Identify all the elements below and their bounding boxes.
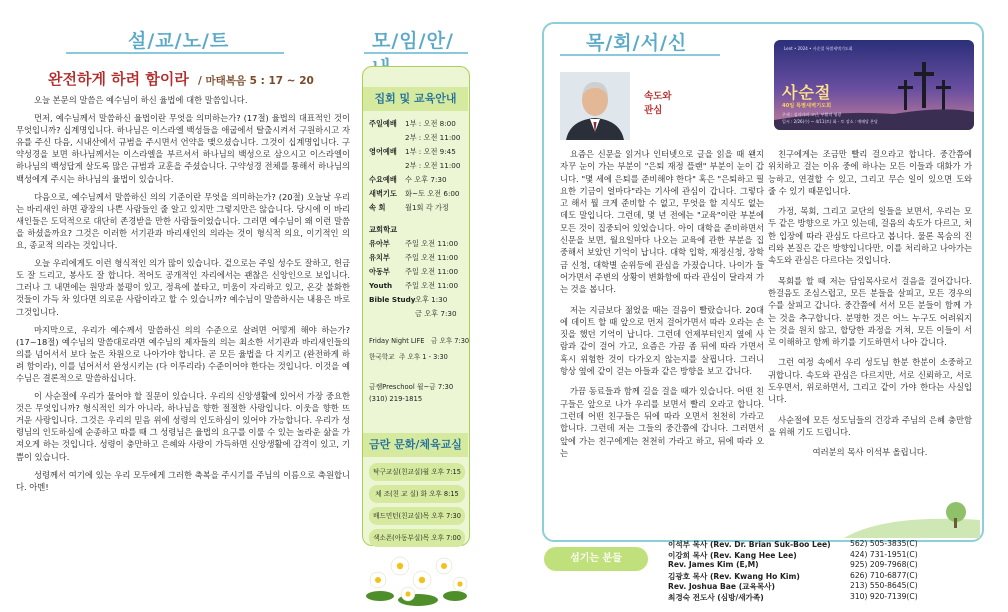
sermon-title-divider [66, 52, 284, 54]
service-time: 수 오후 7:30 [405, 175, 447, 184]
education-name: 아동부 [369, 267, 390, 276]
service-row [369, 133, 469, 143]
letter-paragraph: 가정, 목회, 그리고 교단의 일들을 보면서, 우리는 모두 같은 방향으로 가고 있는데, 걸음의 속도가 다르고, 처한 입장에 따라 관심도 다르다고 봅니다. 물론 목숨의 진리와 본질은 같은 방향입니다만, 이를 처리하고 나아가는 속도와 관심은 다르다는 것입니다. [768, 206, 972, 266]
caption-line: 속도와 [644, 91, 672, 102]
worship-info-box [362, 66, 470, 546]
education-row [369, 295, 469, 305]
staff-row [668, 560, 998, 571]
sermon-note-column [0, 0, 352, 612]
pastor-section-title: 목/회/서/신 [586, 32, 688, 54]
culture-class: 탁구교실(친교실)월 오후 7:15 [369, 463, 465, 481]
staff-name: Rev. Joshua Bae (교육목사) [668, 582, 775, 592]
service-time: 2부 : 오전 11:00 [405, 133, 461, 142]
preschool-row: 금쌤Preschool 월~금 7:30 [369, 383, 454, 391]
extra-time: 금 오후 7:30 [431, 337, 470, 345]
culture-class: 체 조(친 교 실) 화 오후 8:15 [369, 485, 465, 503]
education-row [369, 309, 469, 319]
service-row [369, 147, 469, 157]
education-time: 주일 오전 11:00 [405, 281, 459, 290]
meadow-tree-icon [844, 494, 980, 538]
extra-name: Friday Night LIFE [369, 337, 425, 345]
education-name: 유치부 [369, 253, 390, 262]
education-name: Youth [369, 281, 393, 290]
banner-detail: 일시 : 2/26(수) ~ 4/11(토) 화 - 토 장소 : 예배당 본당 [782, 119, 878, 124]
extra-name: 한국학교 [369, 353, 395, 361]
staff-name: 최경숙 전도사 (심방/새가족) [668, 592, 764, 602]
preschool-phone: (310) 219-1815 [369, 395, 423, 403]
culture-header: 금란 문화/체육교실 [363, 433, 468, 457]
service-time: 1부 : 오전 8:00 [405, 119, 456, 128]
sermon-paragraph: 마지막으로, 우리가 예수께서 말씀하신 의의 수준으로 살려면 어떻게 해야 하는가? (17~18절) 예수님의 말씀대로라면 예수님의 제자들의 의는 최소한 서기관과 바리새인들의 의를 넘어서서 보다 높은 차원으로 나아가야 합니다. 곧 모든 율법을 다 지키고 (완전하게 하려 함이라), 이를 넘어서서 완성시키는 (다 이루리라) 수준이어야 한다는 것입니다. 이것을 예수님은 결론적으로 말씀하십니다. [16, 324, 350, 383]
education-row [369, 239, 469, 249]
education-time: 오후 1:30 [415, 295, 448, 304]
service-name: 속 회 [369, 203, 386, 212]
service-row [369, 203, 469, 213]
service-time: 1부 : 오전 9:45 [405, 147, 456, 156]
service-name: 새벽기도 [369, 189, 397, 198]
pastor-caption [644, 90, 694, 118]
staff-name: 김광호 목사 (Rev. Kwang Ho Kim) [668, 571, 800, 581]
meetings-section-title: 모/임/안/ [372, 30, 454, 52]
lent-banner [774, 40, 974, 130]
education-time: 주일 오전 11:00 [405, 239, 459, 248]
education-row [369, 267, 469, 277]
pastor-letter-box [542, 22, 984, 542]
letter-paragraph: 친구에게는 조금만 빨리 걸으라고 합니다. 중간쯤에 위치하고 걸는 이유 중에 하나는 모든 이들과 대화가 가능하고, 연결할 수 있고, 그리고 무슨 일이 있으면 도와 줄 수 있기 때문입니다. [768, 149, 972, 196]
education-label: 교회학교 [369, 225, 398, 234]
extra-row [369, 335, 469, 345]
staff-row [668, 581, 998, 592]
banner-subtitle: 40일 특별새벽기도회 [782, 103, 832, 109]
education-row [369, 253, 469, 263]
service-row [369, 119, 469, 129]
service-name: 영어예배 [369, 147, 397, 156]
banner-title: 사순절 [782, 83, 832, 102]
letter-paragraph: 사순절에 모든 성도님들의 건강과 주님의 은혜 충만함을 위해 기도 드립니다. [768, 414, 972, 437]
sermon-paragraph: 성령께서 여기에 있는 우리 모두에게 그러한 축복을 주시기를 주님의 이름으로 축원합니다. 아멘! [16, 469, 350, 492]
service-row [369, 189, 469, 199]
sermon-paragraph: 먼저, 예수님께서 말씀하신 율법이란 무엇을 의미하는가? (17절) 율법의 대표적인 것이 무엇입니까? 십계명입니다. 하나님은 이스라엘 백성들을 애굽에서 탈출시켜서 구원하시고 자유를 주신 다음, 시내산에서 규범을 주시면서 언약을 맺으셨습니다. 그것이 십계명입니다. 구약성경을 보면 하나님께서는 이스라엘을 부르셔서 하나님의 백성으로 삼으시고 이스라엘이 하나님의 백성답게 살도록 많은 규범과 교훈을 주셨습니다. 구약성경 전체를 통해서 하나님의 백성에게 주시는 하나님의 율법이 있습니다. [16, 113, 350, 184]
staff-phone: 562) 505-3835(C) [850, 539, 918, 548]
education-time: 금 오후 7:30 [415, 309, 457, 318]
sermon-title: 완전하게 하려 함이라 [48, 70, 189, 88]
education-name: Bible Study [369, 295, 416, 304]
service-time: 월1회 각 가정 [405, 203, 449, 212]
sermon-heading [48, 68, 348, 89]
staff-name: 이석부 목사 (Rev. Dr. Brian Suk-Boo Lee) [668, 540, 831, 549]
staff-row [668, 571, 998, 582]
staff-row [668, 539, 998, 550]
sermon-paragraph: 이 사순절에 우리가 물어야 할 질문이 있습니다. 우리의 신앙생활에 있어서 가장 중요한 것은 무엇입니까? 형식적인 의가 아니라, 하나님을 향한 절절한 사랑입니다. 이웃을 향한 뜨거운 사랑입니다. 그것은 우리의 믿음 위에 성령의 인도하심이 있어야 가능합니다. 우리가 성령님의 인도하심에 순종하고 따를 때 그 성령님은 율법의 요구를 이룰 수 있는 놀라운 삶을 가져오게 하는 것입니다. 성령이 충만하고 은혜와 사랑이 가득하면 신앙생활에 감격이 있고, 기쁨이 있습니다. [16, 391, 350, 462]
sermon-reference: / 마태복음 5 : 17 ~ 20 [197, 75, 314, 87]
letter-paragraph: 저는 지금보다 젊었을 때는 걸음이 빨랐습니다. 20대에 데이트 할 때 앞으로 먼저 걸어가면서 따라 오라는 손짓을 했던 기억이 납니다. 그런데 언제부터인지 옆에 사람과 같이 걸어 가고, 요즘은 가끔 좀 뒤에 따라 가면서 혹시 위험한 것이 다가오지 않는지를 살핍니다. 그러니 항상 옆에 같이 걷는 아들과 같은 방향을 보고 갑니다. [560, 304, 764, 377]
sermon-paragraph: 오늘 본문의 말씀은 예수님이 하신 율법에 대한 말씀입니다. [34, 95, 248, 105]
flowers-illustration [360, 536, 472, 612]
sermon-paragraph: 다음으로, 예수님께서 말씀하신 의의 기준이란 무엇을 의미하는가? (20절) 오늘날 우리는 바리새인 하면 광장의 나쁜 사람들인 줄 알고 있지만 그렇지만은 않습니다. 당시에 이 바리새인들은 도덕적으로 대단히 존경받을 만한 사람들이었습니다. 그러면 예수님이 왜 이런 말씀을 하셨을까요? 그것은 이러한 서기관과 바리새인의 의라는 것이 형식적 의요, 이기적인 의요, 종교적 의라는 것입니다. [16, 191, 350, 251]
servers-label: 섬기는 분들 [544, 547, 648, 571]
education-row [369, 281, 469, 291]
pastor-portrait-icon [560, 72, 630, 140]
culture-class: 배드민턴(친교실)목 오후 7:30 [369, 507, 465, 525]
service-row [369, 175, 469, 185]
staff-row [668, 592, 998, 603]
culture-class: 색소폰(아동부실)목 오후 7:00 [369, 529, 465, 547]
letter-right-column [768, 148, 972, 467]
service-time: 화~토 오전 6:00 [405, 189, 460, 198]
service-name: 수요예배 [369, 175, 397, 184]
service-row [369, 161, 469, 171]
banner-top-text: Lent • 2024 • 사순절 특별새벽기도회 [784, 46, 853, 51]
staff-name: 이강희 목사 (Rev. Kang Hee Lee) [668, 550, 797, 560]
extra-time: 주 오후 1 - 3:30 [399, 353, 448, 361]
staff-list [668, 539, 998, 603]
staff-row [668, 550, 998, 561]
sermon-paragraph: 오늘 우리에게도 이런 형식적인 의가 많이 있습니다. 겉으로는 주일 성수도 잘하고, 헌금도 잘 드리고, 봉사도 잘 합니다. 적어도 공개적인 자리에서는 괜찮은 신앙인으로 보입니다. 그러나 그 내면에는 원망과 불평이 있고, 정욕에 불타고, 미움이 자리하고 있고, 온갖 불화한 것들이 가득 차 있다면 의로운 사람이라고 할 수 있습니까? 예수님이 말씀하시는 내용은 바로 그것입니다. [16, 258, 350, 317]
staff-phone: 626) 710-6877(C) [850, 570, 918, 580]
letter-paragraph: 그런 여정 속에서 우리 성도님 한분 한분이 소중하고 귀합니다. 속도와 관심은 다르지만, 서로 신뢰하고, 서로 도우면서, 위로하면서, 그리고 같이 가야 한다는 사실입니다. [768, 357, 972, 405]
caption-line: 관심 [644, 105, 663, 116]
letter-paragraph: 목회를 할 때 저는 담임목사로서 걸음을 걸어갑니다. 한걸음도 조심스럽고, 모든 분들을 살피고, 모든 경우의 수를 살피고 갑니다. 중간쯤에 서서 모든 분들이 함께 가는 것을 추구합니다. 분명한 것은 어느 누구도 어려워지는 것을 원치 않고, 합당한 과정을 거쳐, 모든 이들이 서로 이해하고 함께 하기를 기도하면서 나아 갑니다. [768, 275, 972, 348]
staff-phone: 213) 550-8645(C) [850, 581, 918, 591]
staff-name: Rev. James Kim (E,M) [668, 560, 759, 570]
letter-paragraph: 요즘은 신문을 읽거나 인터넷으로 글을 읽을 때 왠지 자꾸 눈이 가는 부분이 "은퇴 재정 플랜" 부분이 눈이 갑니다. "몇 세에 은퇴를 준비해야 한다" 혹은 "은퇴하고 필요한 기금이 얼마다"라는 기사에 관심이 갑니다. 그렇다고 해서 뭘 크게 준비할 수 없고, 무엇을 할 지식도 없는데도 말입니다. 그런데, 몇 년 전에는 "교육"이란 부분에 모든 것이 집중되어 있었습니다. 아이 대학을 준비하면서 신문을 보면, 월요일마다 나오는 교육에 관한 부분을 집중해서 보았던 기억이 납니다. 대학 입학, 재정신청, 장학금 신청, 대학별 순위등에 관심을 가졌습니다. 나이가 들어가면서 주변의 상황이 변화함에 따라 관심이 달라져 가는 것을 봅니다. [560, 149, 764, 295]
meetings-column [360, 0, 472, 612]
letter-left-column [560, 148, 764, 467]
service-time: 2부 : 오전 11:00 [405, 161, 461, 170]
sermon-body [16, 94, 350, 499]
education-name: 유아부 [369, 239, 390, 248]
education-time: 주일 오전 11:00 [405, 253, 459, 262]
staff-phone: 424) 731-1951(C) [850, 549, 918, 559]
service-name: 주일예배 [369, 119, 397, 128]
education-time: 주일 오전 11:00 [405, 267, 459, 276]
worship-info-header: 집회 및 교육안내 [363, 87, 468, 111]
sermon-section-title: 설/교/노/트 [128, 30, 230, 52]
staff-phone: 925) 209-7968(C) [850, 560, 918, 570]
pastor-photo [560, 72, 630, 140]
banner-detail: 주제 : 십자가의 고난, 부활의 영광 [782, 112, 842, 117]
staff-phone: 310) 920-7139(C) [850, 591, 918, 601]
letter-signature: 여러분의 목사 이석부 올립니다. [812, 447, 928, 458]
letter-paragraph: 가끔 동료들과 함께 길을 걸을 때가 있습니다. 어떤 친구들은 앞으로 나가 우리를 보면서 빨리 오라고 합니다. 그런데 어떤 친구들은 뒤에 따라 오면서 천천히 가라고 합니다. 그런데 저는 그들의 중간쯤에 갑니다. 그러면서 앞에 가는 친구에게는 천천히 가라고 하고, 뒤에 따라 오는 [560, 386, 764, 458]
extra-row [369, 351, 469, 361]
meetings-title-divider [364, 52, 468, 54]
